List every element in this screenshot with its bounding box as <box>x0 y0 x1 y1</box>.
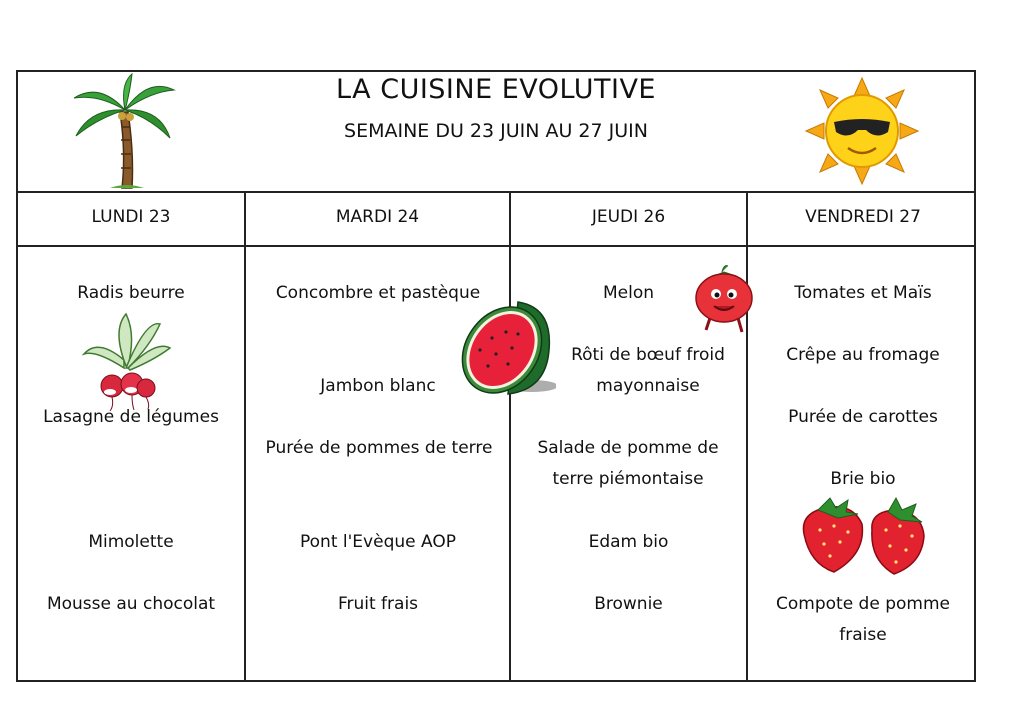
palm-tree-icon <box>70 72 176 192</box>
menu-item: Fruit frais <box>337 594 419 614</box>
menu-sheet <box>16 70 976 682</box>
menu-item: Brownie <box>594 594 663 614</box>
day-row-divider <box>18 245 974 247</box>
page-title: LA CUISINE EVOLUTIVE <box>336 74 656 105</box>
menu-item: Jambon blanc <box>320 376 436 396</box>
radish-icon <box>76 310 176 412</box>
menu-item: Purée de pommes de terre <box>265 438 493 458</box>
menu-item: Concombre et pastèque <box>275 283 481 303</box>
menu-item: Mimolette <box>88 532 174 552</box>
page-subtitle: SEMAINE DU 23 JUIN AU 27 JUIN <box>344 120 648 142</box>
day-header-monday: LUNDI 23 <box>91 207 171 227</box>
menu-item: Tomates et Maïs <box>794 283 932 303</box>
menu-item: Rôti de bœuf froid mayonnaise <box>571 345 725 396</box>
menu-item: Compote de pomme fraise <box>776 594 950 645</box>
menu-item: Edam bio <box>588 532 669 552</box>
menu-item: Mousse au chocolat <box>46 594 216 614</box>
day-header-thursday: JEUDI 26 <box>591 207 666 227</box>
day-header-friday: VENDREDI 27 <box>805 207 921 227</box>
column-divider <box>244 192 246 680</box>
menu-item: Lasagne de légumes <box>43 407 219 427</box>
menu-item: Salade de pomme de terre piémontaise <box>537 438 719 489</box>
strawberries-icon <box>794 494 934 576</box>
menu-item: Pont l'Evèque AOP <box>300 532 456 552</box>
tomato-character-icon <box>692 262 756 338</box>
sun-with-sunglasses-icon <box>804 76 920 186</box>
menu-item: Crêpe au fromage <box>786 345 940 365</box>
watermelon-icon <box>452 298 556 396</box>
menu-item: Radis beurre <box>77 283 185 303</box>
menu-item: Melon <box>602 283 655 303</box>
menu-item: Purée de carottes <box>788 407 938 427</box>
menu-item: Brie bio <box>830 469 896 489</box>
day-header-tuesday: MARDI 24 <box>335 207 420 227</box>
